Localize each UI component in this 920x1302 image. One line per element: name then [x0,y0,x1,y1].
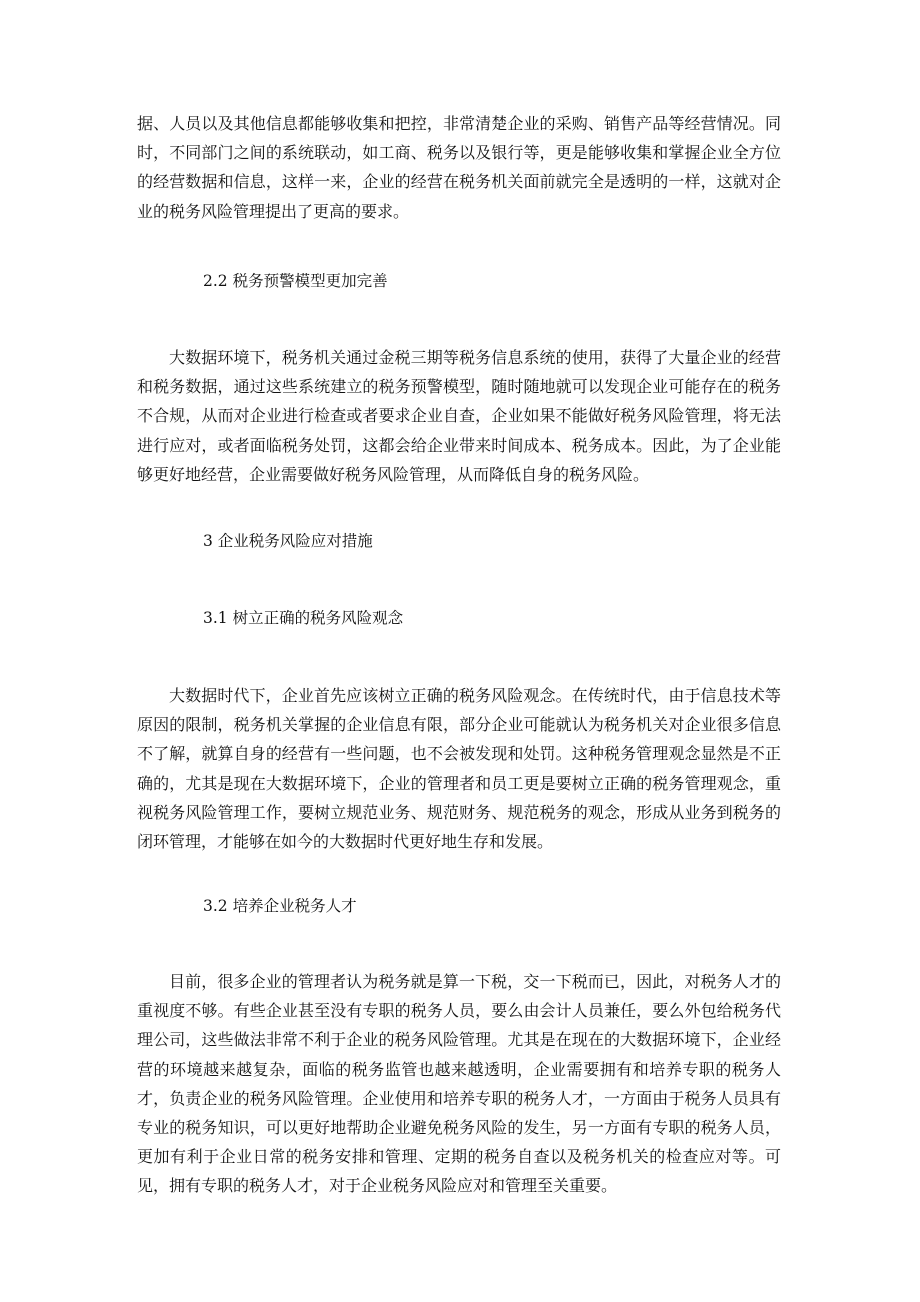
body-paragraph: 大数据时代下，企业首先应该树立正确的税务风险观念。在传统时代，由于信息技术等原因的限制，税务机关掌握的企业信息有限，部分企业可能就认为税务机关对企业很多信息不了解，就算自身的经营有一些问题，也不会被发现和处罚。这种税务管理观念显然是不正确的，尤其是现在大数据环境下，企业的管理者和员工更是要树立正确的税务管理观念，重视税务风险管理工作，要树立规范业务、规范财务、规范税务的观念，形成从业务到税务的闭环管理，才能够在如今的大数据时代更好地生存和发展。 [137,686,781,852]
body-paragraph: 目前，很多企业的管理者认为税务就是算一下税，交一下税而已，因此，对税务人才的重视度不够。有些企业甚至没有专职的税务人员，要么由会计人员兼任，要么外包给税务代理公司，这些做法非常不利于企业的税务风险管理。尤其是在现在的大数据环境下，企业经营的环境越来越复杂，面临的税务监管也越来越透明，企业需要拥有和培养专职的税务人才，负责企业的税务风险管理。企业使用和培养专职的税务人才，一方面由于税务人员具有专业的税务知识，可以更好地帮助企业避免税务风险的发生，另一方面有专职的税务人员，更加有利于企业日常的税务安排和管理、定期的税务自查以及税务机关的检查应对等。可见，拥有专职的税务人才，对于企业税务风险应对和管理至关重要。 [137,972,781,1196]
section-heading-3: 3 企业税务风险应对措施 [203,532,373,550]
section-heading-2-2: 2.2 税务预警模型更加完善 [203,272,388,290]
body-paragraph: 大数据环境下，税务机关通过金税三期等税务信息系统的使用，获得了大量企业的经营和税务数据，通过这些系统建立的税务预警模型，随时随地就可以发现企业可能存在的税务不合规，从而对企业进行检查或者要求企业自查，企业如果不能做好税务风险管理，将无法进行应对，或者面临税务处罚，这都会给企业带来时间成本、税务成本。因此，为了企业能够更好地经营，企业需要做好税务风险管理，从而降低自身的税务风险。 [137,348,781,484]
section-heading-3-1: 3.1 树立正确的税务风险观念 [203,609,404,627]
section-heading-3-2: 3.2 培养企业税务人才 [203,897,357,915]
body-paragraph: 据、人员以及其他信息都能够收集和把控，非常清楚企业的采购、销售产品等经营情况。同时，不同部门之间的系统联动，如工商、税务以及银行等，更是能够收集和掌握企业全方位的经营数据和信息，这样一来，企业的经营在税务机关面前就完全是透明的一样，这就对企业的税务风险管理提出了更高的要求。 [137,114,781,221]
